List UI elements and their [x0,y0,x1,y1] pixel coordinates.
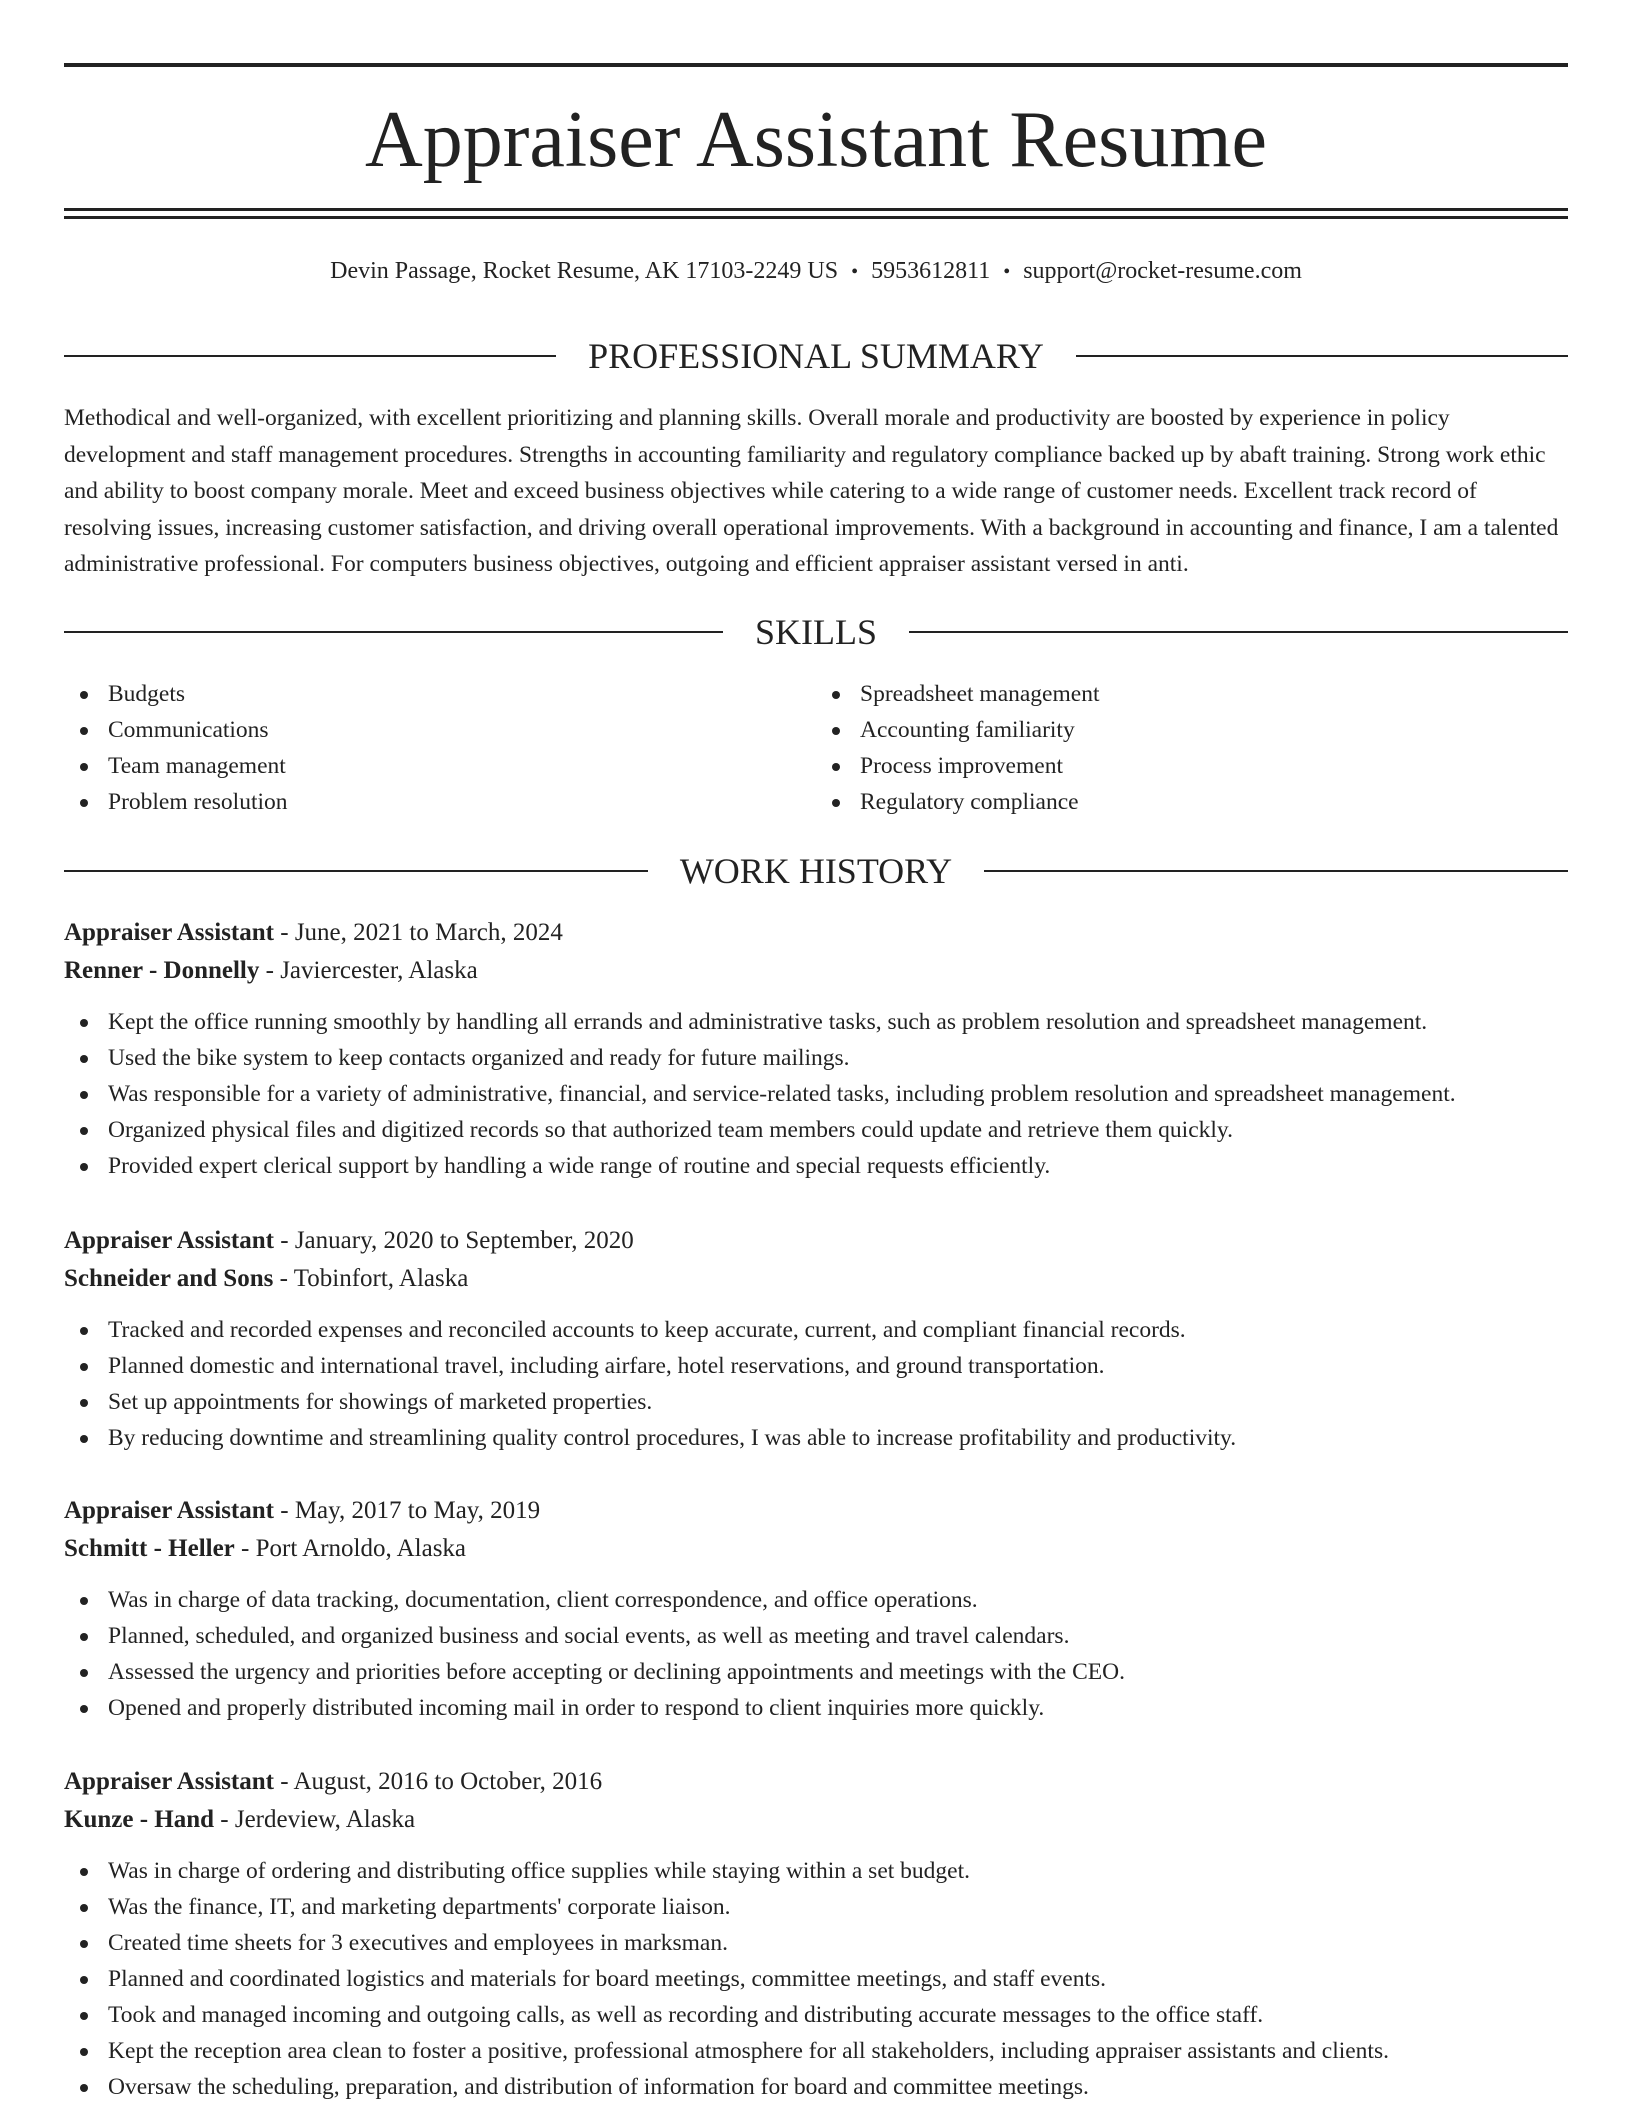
job-location: Tobinfort, Alaska [293,1265,469,1292]
job-company-line [64,1260,1568,1298]
job-bullet: Set up appointments for showings of marketed properties. [64,1384,1568,1420]
work-history-heading [64,849,1568,893]
job-entry [64,914,1568,1184]
job-title-line [64,1222,1568,1260]
job-bullet: Opened and properly distributed incoming mail in order to respond to client inquiries more quickly. [64,1690,1568,1726]
job-bullet: Created time sheets for 3 executives and employees in marksman. [64,1925,1568,1961]
job-bullet: Provided expert clerical support by handling a wide range of routine and special requests efficiently. [64,1148,1568,1184]
skills-heading [64,610,1568,654]
job-bullet: Planned domestic and international travel, including airfare, hotel reservations, and ground transportation. [64,1348,1568,1384]
job-bullet: Used the bike system to keep contacts organized and ready for future mailings. [64,1040,1568,1076]
resume-title: Appraiser Assistant Resume [364,96,1268,184]
job-company: Renner - Donnelly [64,957,260,984]
job-bullet: Planned, scheduled, and organized business and social events, as well as meeting and travel calendars. [64,1618,1568,1654]
job-bullet: Took and managed incoming and outgoing calls, as well as recording and distributing accurate messages to the office staff. [64,1997,1568,2033]
dash: - [234,1535,256,1562]
skills-list [64,676,1568,820]
skill-item: Team management [64,748,816,784]
section-title: PROFESSIONAL SUMMARY [588,336,1044,376]
job-bullet: Organized physical files and digitized records so that authorized team members could update and retrieve them quickly. [64,1112,1568,1148]
heading-rule-left [64,631,723,633]
section-title: SKILLS [755,612,878,652]
job-bullet: Oversaw the scheduling, preparation, and distribution of information for board and committee meetings. [64,2069,1568,2105]
job-entry [64,1222,1568,1456]
job-location: Jerdeview, Alaska [234,1806,416,1833]
skill-item: Budgets [64,676,816,712]
job-dates: January, 2020 to September, 2020 [294,1227,634,1254]
summary-heading [64,334,1568,378]
job-bullet: By reducing downtime and streamlining quality control procedures, I was able to increase profitability and productivity. [64,1420,1568,1456]
bullet-separator: • [851,261,859,283]
job-title: Appraiser Assistant [64,919,274,946]
job-bullet: Was responsible for a variety of administrative, financial, and service-related tasks, including problem resolution and spreadsheet management. [64,1076,1568,1112]
dash: - [273,1265,294,1292]
skill-item: Regulatory compliance [816,784,1568,820]
job-bullet: Was in charge of data tracking, documentation, client correspondence, and office operations. [64,1582,1568,1618]
heading-rule-left [64,355,556,357]
skill-item: Spreadsheet management [816,676,1568,712]
skill-item: Communications [64,712,816,748]
job-location: Javiercester, Alaska [280,957,478,984]
dash: - [274,1768,294,1795]
job-dates: May, 2017 to May, 2019 [294,1497,541,1524]
dash: - [259,957,281,984]
job-bullets [64,1312,1568,1456]
skill-item: Accounting familiarity [816,712,1568,748]
job-entry [64,1492,1568,1726]
dash: - [274,1497,295,1524]
dash: - [274,919,295,946]
job-bullets [64,1582,1568,1726]
skill-item: Problem resolution [64,784,816,820]
heading-rule-right [909,631,1568,633]
job-bullets [64,1004,1568,1184]
job-bullet: Kept the office running smoothly by handling all errands and administrative tasks, such as problem resolution and spreadsheet management. [64,1004,1568,1040]
job-bullet: Was in charge of ordering and distributing office supplies while staying within a set budget. [64,1853,1568,1889]
dash: - [214,1806,235,1833]
job-bullet: Assessed the urgency and priorities before accepting or declining appointments and meetings with the CEO. [64,1654,1568,1690]
skill-item: Process improvement [816,748,1568,784]
job-company: Kunze - Hand [64,1806,215,1833]
heading-rule-right [1076,355,1568,357]
job-title-line [64,1492,1568,1530]
dash: - [274,1227,295,1254]
job-title-line [64,1763,1568,1801]
contact-line [64,255,1568,288]
skills-column-right [816,676,1568,820]
job-dates: August, 2016 to October, 2016 [293,1768,603,1795]
job-company-line [64,1801,1568,1839]
contact-email: support@rocket-resume.com [1023,258,1302,284]
heading-rule-left [64,870,648,872]
contact-address: Devin Passage, Rocket Resume, AK 17103-2249 US [330,258,839,284]
heading-rule-right [984,870,1568,872]
skills-column-left [64,676,816,820]
job-bullet: Kept the reception area clean to foster a positive, professional atmosphere for all stakeholders, including appraiser assistants and clients. [64,2033,1568,2069]
title-rule-lower [64,216,1568,219]
job-company: Schneider and Sons [64,1265,274,1292]
section-title: WORK HISTORY [679,851,953,891]
job-bullets [64,1853,1568,2105]
job-company: Schmitt - Heller [64,1535,235,1562]
top-rule [64,63,1568,67]
job-company-line [64,1530,1568,1568]
job-dates: June, 2021 to March, 2024 [294,919,563,946]
job-title: Appraiser Assistant [64,1497,274,1524]
job-bullet: Tracked and recorded expenses and reconciled accounts to keep accurate, current, and compliant financial records. [64,1312,1568,1348]
job-company-line [64,952,1568,990]
summary-text: Methodical and well-organized, with excellent prioritizing and planning skills. Overall morale and productivity are boosted by experience in policy development and staff management procedures. Strengths in accounting familiarity and regulatory compliance backed up by abaft training. Strong work ethic and ability to boost company morale. Meet and exceed business objectives while catering to a wide range of customer needs. Excellent track record of resolving issues, increasing customer satisfaction, and driving overall operational improvements. With a background in accounting and finance, I am a talented administrative professional. For computers business objectives, outgoing and efficient appraiser assistant versed in anti. [64,405,1559,577]
job-bullet: Planned and coordinated logistics and materials for board meetings, committee meetings, and staff events. [64,1961,1568,1997]
job-title-line [64,914,1568,952]
bullet-separator: • [1003,261,1011,283]
job-entry [64,1763,1568,2105]
job-title: Appraiser Assistant [64,1768,274,1795]
job-location: Port Arnoldo, Alaska [255,1535,467,1562]
title-rule-upper [64,208,1568,211]
job-bullet: Was the finance, IT, and marketing departments' corporate liaison. [64,1889,1568,1925]
job-title: Appraiser Assistant [64,1227,274,1254]
contact-phone: 5953612811 [871,258,991,284]
